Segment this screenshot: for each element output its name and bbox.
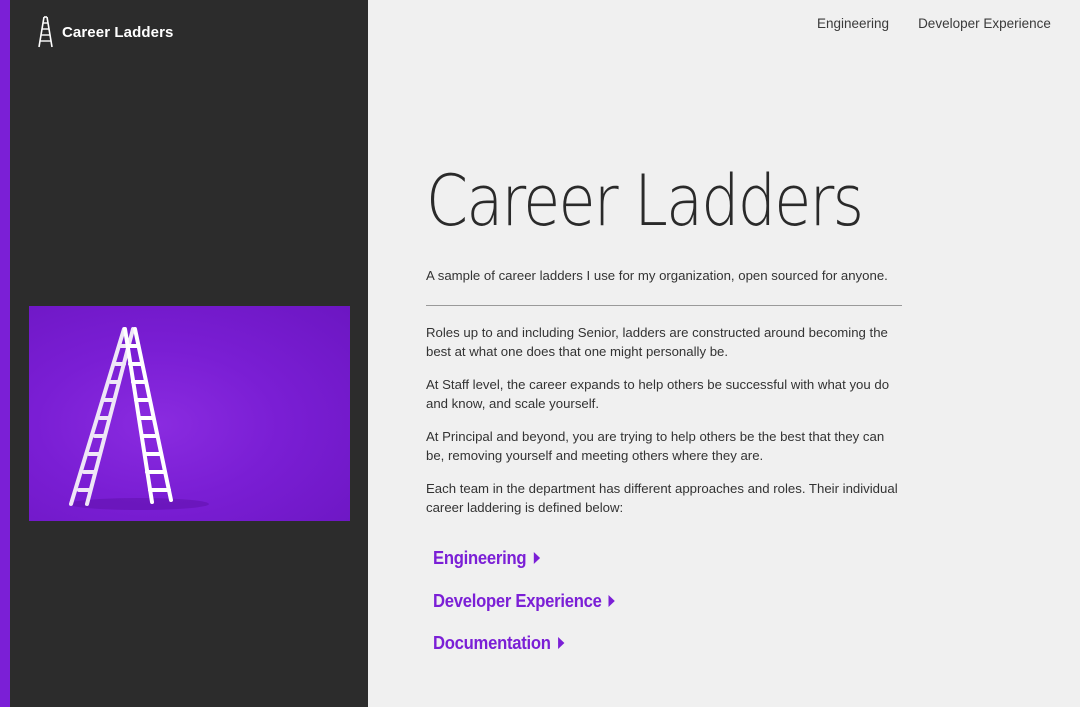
team-link-label: Engineering <box>433 547 527 568</box>
nav-link-engineering[interactable]: Engineering <box>817 16 890 31</box>
intro-paragraph: At Staff level, the career expands to help others be successful with what you do and know, and scale yourself. <box>426 377 890 411</box>
intro-paragraph: At Principal and beyond, you are trying to help others be the best that they can be, removing yourself and meeting others where they are. <box>426 429 885 463</box>
intro-paragraph: Each team in the department has different approaches and roles. Their individual career laddering is defined below: <box>426 481 898 515</box>
team-link-documentation[interactable] <box>433 632 564 654</box>
intro-paragraph: Roles up to and including Senior, ladders are constructed around becoming the best at what one does that one might personally be. <box>426 325 888 359</box>
brand-home-link[interactable] <box>38 16 173 48</box>
divider <box>426 305 902 306</box>
nav-link-developer-experience[interactable]: Developer Experience <box>918 16 1051 31</box>
page-subtitle: A sample of career ladders I use for my organization, open sourced for anyone. <box>426 268 888 283</box>
caret-right-icon <box>558 637 564 649</box>
team-link-label: Developer Experience <box>433 590 602 611</box>
ladder-icon <box>38 16 54 48</box>
team-link-engineering[interactable] <box>433 547 540 569</box>
caret-right-icon <box>609 595 615 607</box>
top-nav <box>817 16 1080 31</box>
page-title: Career Ladders <box>426 160 863 242</box>
caret-right-icon <box>533 552 539 564</box>
team-link-label: Documentation <box>433 632 551 653</box>
ladders-illustration <box>29 306 350 521</box>
hero-image <box>29 306 350 521</box>
sidebar <box>0 0 368 707</box>
team-link-developer-experience[interactable] <box>433 590 615 612</box>
brand-name: Career Ladders <box>62 23 174 41</box>
accent-bar <box>0 0 10 707</box>
